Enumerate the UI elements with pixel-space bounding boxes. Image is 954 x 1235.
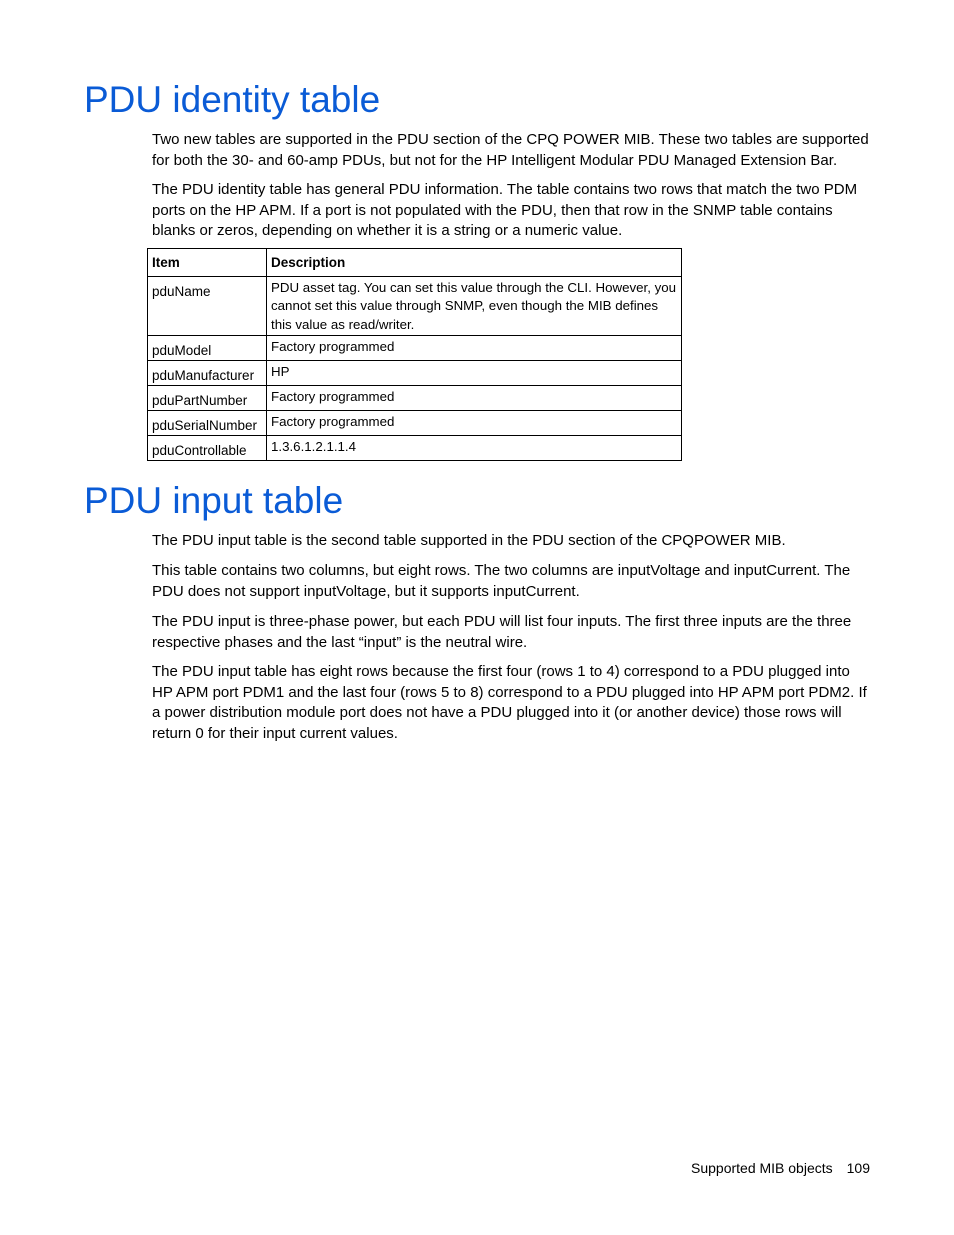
table-cell-description: PDU asset tag. You can set this value through the CLI. However, you cannot set this value through SNMP, even though the MIB defines this value as read/writer. [267,276,682,336]
table-cell-item: pduControllable [148,436,267,461]
paragraph-tables-intro: Two new tables are supported in the PDU section of the CPQ POWER MIB. These two tables are supported for both the 30- and 60-amp PDUs, but not for the HP Intelligent Modular PDU Managed Extension Bar. [152,131,869,169]
footer-section-title: Supported MIB objects [691,1160,833,1176]
column-header-description: Description [267,249,682,277]
table-cell-item: pduPartNumber [148,386,267,411]
table-cell-item: pduManufacturer [148,361,267,386]
page-footer [691,1158,870,1178]
heading-pdu-identity-table: PDU identity table [84,79,381,120]
table-cell-item: pduName [148,276,267,336]
table-row [148,386,682,411]
table-row [148,436,682,461]
table-header-row [148,249,682,277]
table-row [148,411,682,436]
table-cell-description: 1.3.6.1.2.1.1.4 [267,436,682,461]
table-row [148,276,682,336]
column-header-item: Item [148,249,267,277]
page-number: 109 [846,1160,870,1176]
paragraph-eight-rows: The PDU input table has eight rows because the first four (rows 1 to 4) correspond to a PDU plugged into HP APM port PDM1 and the last four (rows 5 to 8) correspond to a PDU plugged into HP APM port PDM2. If a power distribution module port does not have a PDU plugged into it (or another device) those rows will return 0 for their input current values. [152,663,867,742]
heading-pdu-input-table: PDU input table [84,480,344,521]
paragraph-three-phase: The PDU input is three-phase power, but each PDU will list four inputs. The first three inputs are the three respective phases and the last “input” is the neutral wire. [152,613,852,651]
paragraph-input-columns: This table contains two columns, but eight rows. The two columns are inputVoltage and inputCurrent. The PDU does not support inputVoltage, but it supports inputCurrent. [152,562,851,600]
table-cell-description: Factory programmed [267,336,682,361]
paragraph-input-table-intro: The PDU input table is the second table supported in the PDU section of the CPQPOWER MIB. [152,532,786,549]
table-cell-description: HP [267,361,682,386]
table-cell-description: Factory programmed [267,386,682,411]
table-cell-item: pduSerialNumber [148,411,267,436]
table-row [148,361,682,386]
paragraph-identity-description: The PDU identity table has general PDU information. The table contains two rows that match the two PDM ports on the HP APM. If a port is not populated with the PDU, then that row in the SNMP table contains blanks or zeros, depending on whether it is a string or a numeric value. [152,181,858,239]
table-row [148,336,682,361]
pdu-identity-table [147,248,682,461]
table-cell-description: Factory programmed [267,411,682,436]
table-cell-item: pduModel [148,336,267,361]
